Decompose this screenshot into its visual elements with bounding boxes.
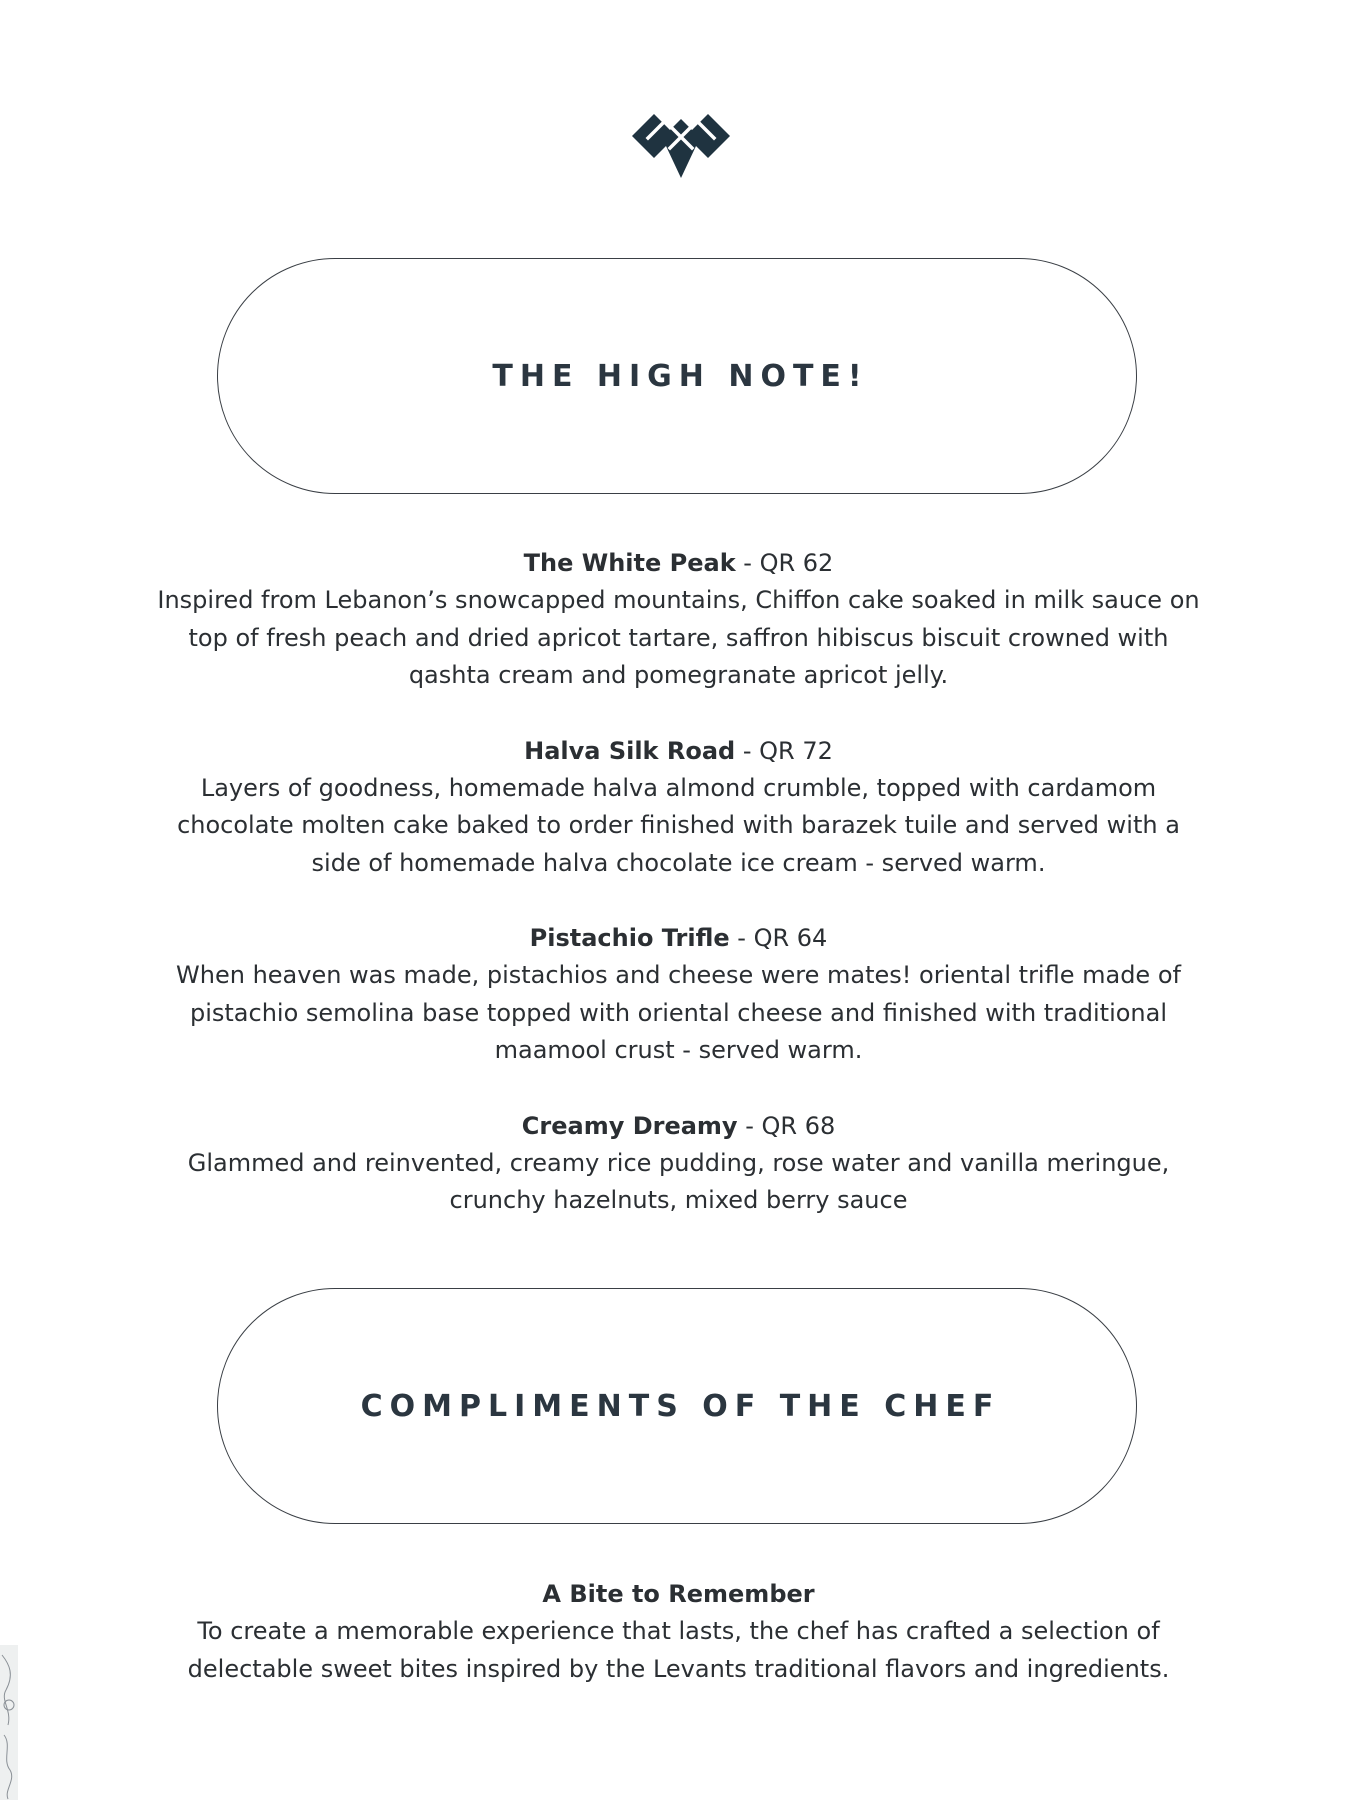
menu-item-price: QR 72 — [759, 736, 833, 765]
section-title: THE HIGH NOTE! — [492, 358, 869, 394]
menu-item-description: Glammed and reinvented, creamy rice pudding, rose water and vanilla meringue, crunchy hazelnuts, mixed berry sauce — [187, 1148, 1170, 1214]
menu-items-list — [150, 545, 1207, 1258]
menu-item-description: Inspired from Lebanon’s snowcapped mountains, Chiffon cake soaked in milk sauce on top of fresh peach and dried apricot tartare, saffron hibiscus biscuit crowned with qashta cream and pomegranate apricot jelly. — [157, 586, 1200, 689]
menu-item-description: When heaven was made, pistachios and cheese were mates! oriental trifle made of pistachio semolina base topped with oriental cheese and finished with traditional maamool crust - served warm. — [176, 961, 1181, 1064]
menu-item-name: Halva Silk Road — [524, 736, 736, 765]
section-header-compliments — [217, 1288, 1137, 1524]
menu-item — [150, 920, 1207, 1070]
menu-items-list — [150, 1576, 1207, 1726]
menu-item-name: A Bite to Remember — [542, 1580, 815, 1608]
menu-item-price: QR 62 — [759, 549, 834, 577]
menu-item-heading: Creamy Dreamy - QR 68 — [521, 1111, 836, 1140]
w-hotels-logo-icon — [632, 114, 730, 178]
menu-item-heading: Halva Silk Road - QR 72 — [524, 736, 833, 765]
menu-item-heading — [150, 1576, 1207, 1613]
menu-item-name: Pistachio Trifle — [529, 924, 730, 952]
section-title: COMPLIMENTS OF THE CHEF — [360, 1388, 1001, 1424]
menu-item-price: QR 68 — [761, 1111, 836, 1140]
menu-item-price: QR 64 — [753, 924, 828, 952]
menu-item — [150, 1576, 1207, 1688]
menu-item-description: Layers of goodness, homemade halva almond crumble, topped with cardamom chocolate molten cake baked to order finished with barazek tuile and served with a side of homemade halva chocolate ice cream - served warm. — [177, 773, 1180, 877]
section-header-high-note — [217, 258, 1137, 494]
menu-item-heading: Pistachio Trifle - QR 64 — [529, 924, 828, 952]
menu-item — [150, 1108, 1207, 1220]
menu-item — [150, 733, 1207, 883]
decorative-sketch-image — [0, 1645, 18, 1800]
menu-item-description: To create a memorable experience that lasts, the chef has crafted a selection of delectable sweet bites inspired by the Levants traditional flavors and ingredients. — [187, 1617, 1170, 1683]
menu-item-name: The White Peak — [523, 549, 736, 577]
menu-item-heading: The White Peak - QR 62 — [523, 549, 834, 577]
menu-item — [150, 545, 1207, 695]
menu-item-name: Creamy Dreamy — [521, 1111, 738, 1140]
